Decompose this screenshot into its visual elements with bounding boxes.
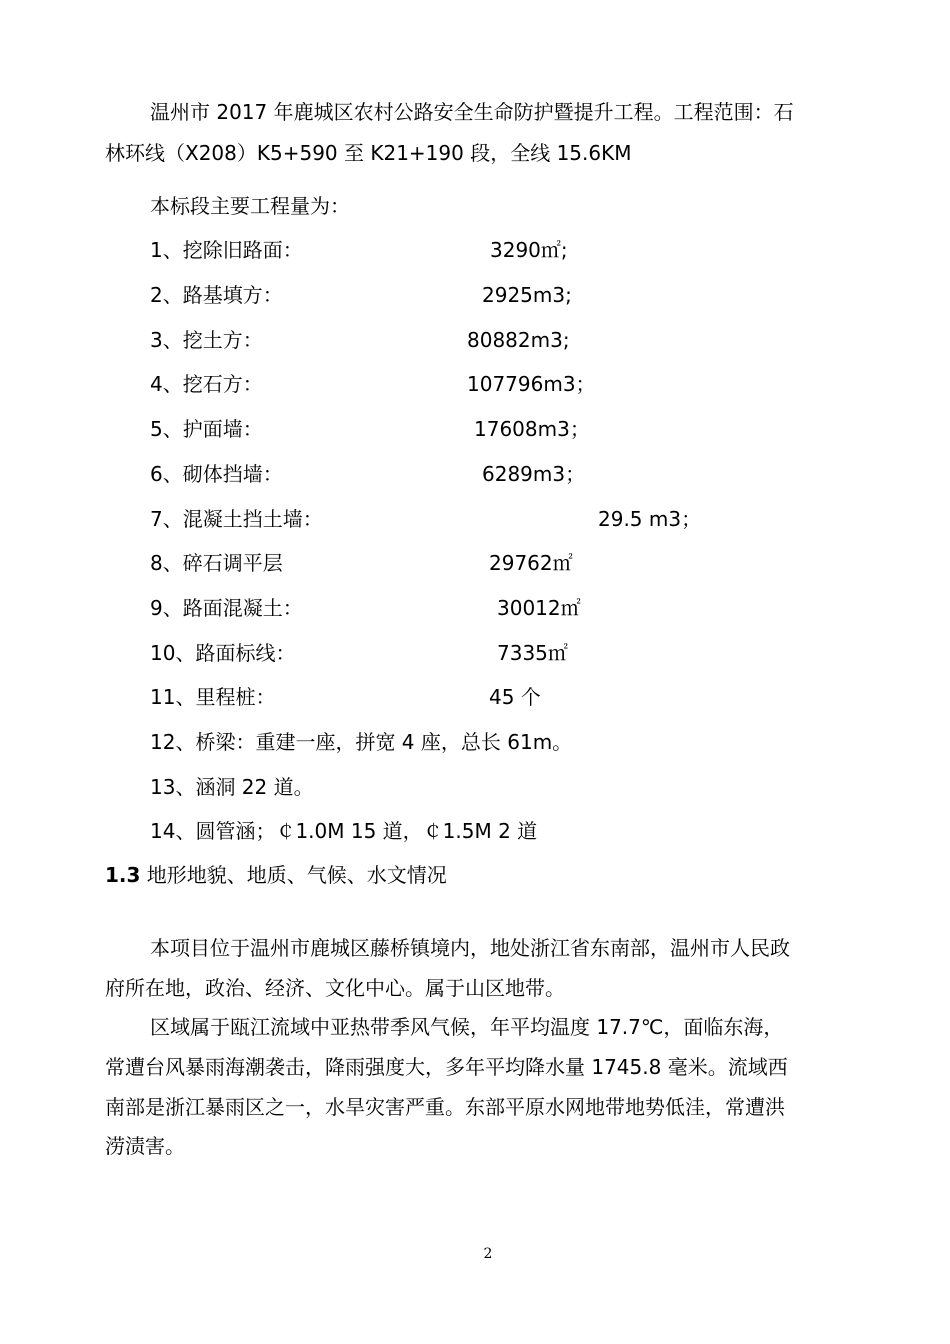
item-label: 8、碎石调平层 bbox=[150, 551, 283, 575]
section-heading bbox=[105, 860, 447, 890]
item-value: 30012㎡ bbox=[497, 596, 581, 620]
page-number: 2 bbox=[483, 1246, 493, 1262]
item-label: 4、挖石方： bbox=[150, 372, 263, 396]
item-value: 2925m3; bbox=[482, 283, 572, 307]
item-label: 6、砌体挡墙： bbox=[150, 462, 283, 486]
item-value: 80882m3; bbox=[467, 328, 570, 352]
paragraph-2-line-1: 区域属于瓯江流域中亚热带季风气候，年平均温度 17.7℃，面临东海， bbox=[150, 1015, 784, 1039]
item-value: 45 个 bbox=[489, 685, 541, 709]
paragraph-1-line-1: 本项目位于温州市鹿城区藤桥镇境内，地处浙江省东南部，温州市人民政 bbox=[150, 936, 790, 960]
item-label: 3、挖土方： bbox=[150, 328, 263, 352]
item-value: 29.5 m3； bbox=[598, 507, 702, 531]
paragraph-2-line-2: 常遭台风暴雨海潮袭击，降雨强度大，多年平均降水量 1745.8 毫米。流域西 bbox=[105, 1055, 788, 1079]
paragraph-2-line-3: 南部是浙江暴雨区之一，水旱灾害严重。东部平原水网地带地势低洼，常遭洪 bbox=[105, 1095, 785, 1119]
item-value: 7335㎡ bbox=[497, 641, 568, 665]
item-value: 17608m3； bbox=[474, 417, 590, 441]
quantities-title: 本标段主要工程量为： bbox=[150, 194, 350, 218]
item-label: 5、护面墙： bbox=[150, 417, 263, 441]
note-bridges: 12、桥梁：重建一座，拼宽 4 座，总长 61m。 bbox=[150, 730, 573, 754]
section-number: 1.3 bbox=[105, 863, 141, 887]
note-pipe-culverts: 14、圆管涵；￠1.0M 15 道，￠1.5M 2 道 bbox=[150, 819, 538, 843]
item-value: 29762㎡ bbox=[489, 551, 573, 575]
paragraph-2-line-4: 涝渍害。 bbox=[105, 1134, 185, 1158]
intro-line-1: 温州市 2017 年鹿城区农村公路安全生命防护暨提升工程。工程范围：石 bbox=[150, 100, 794, 124]
item-label: 10、路面标线： bbox=[150, 641, 296, 665]
section-title: 地形地貌、地质、气候、水文情况 bbox=[146, 863, 447, 887]
item-value: 6289m3； bbox=[482, 462, 586, 486]
item-label: 1、挖除旧路面： bbox=[150, 238, 303, 262]
item-label: 9、路面混凝土： bbox=[150, 596, 303, 620]
item-value: 107796m3； bbox=[467, 372, 596, 396]
item-label: 2、路基填方： bbox=[150, 283, 283, 307]
intro-line-2: 林环线（X208）K5+590 至 K21+190 段，全线 15.6KM bbox=[105, 141, 632, 165]
note-culverts: 13、涵洞 22 道。 bbox=[150, 775, 314, 799]
item-label: 11、里程桩： bbox=[150, 685, 276, 709]
item-label: 7、混凝土挡土墙： bbox=[150, 507, 323, 531]
paragraph-1-line-2: 府所在地，政治、经济、文化中心。属于山区地带。 bbox=[105, 976, 565, 1000]
item-value: 3290㎡; bbox=[490, 238, 568, 262]
